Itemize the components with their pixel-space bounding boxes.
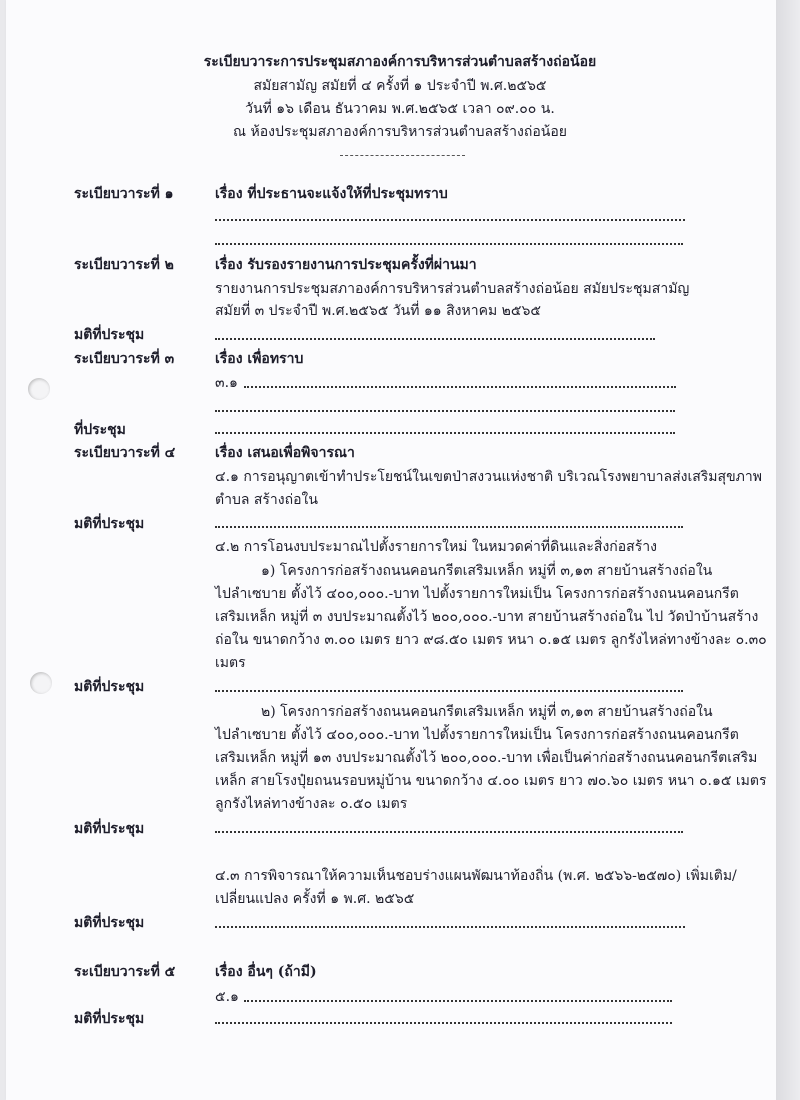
agenda-4-2-heading: ๔.๒ การโอนงบประมาณไปตั้งรายการใหม่ ในหมวดค่าที่ดินและสิ่งก่อสร้าง [215,539,657,555]
project-1-line-1: ๑) โครงการก่อสร้างถนนคอนกรีตเสริมเหล็ก หมู่ที่ ๓,๑๓ สายบ้านสร้างถ่อใน [261,563,713,579]
venue-line: ณ ห้องประชุมสภาองค์การบริหารส่วนตำบลสร้างถ่อน้อย [233,124,567,140]
scanner-background-edge [776,0,800,1100]
session-line: สมัยสามัญ สมัยที่ ๔ ครั้งที่ ๑ ประจำปี พ.ศ.๒๕๖๕ [253,78,547,94]
fill-line [244,1000,672,1002]
agenda-2-detail-line-2: สมัยที่ ๓ ประจำปี พ.ศ.๒๕๖๕ วันที่ ๑๑ สิงหาคม ๒๕๖๕ [215,303,541,319]
fill-line [215,243,683,245]
fill-line [215,1022,672,1024]
agenda-4-1-line-1: ๔.๑ การอนุญาตเข้าทำประโยชน์ในเขตป่าสงวนแห่งชาติ บริเวณโรงพยาบาลส่งเสริมสุขภาพ [215,469,762,485]
fill-line [215,219,685,221]
fill-line [215,526,683,528]
agenda-2-label: ระเบียบวาระที่ ๒ [74,257,174,273]
fill-line [244,386,676,388]
project-2-line-5: ลูกรังไหล่ทางข้างละ ๐.๕๐ เมตร [215,796,408,812]
agenda-4-3-line-2: เปลี่ยนแปลง ครั้งที่ ๑ พ.ศ. ๒๕๖๕ [215,891,415,907]
agenda-3-resolution-label: ที่ประชุม [74,422,126,438]
punch-hole-bottom [30,672,52,694]
agenda-2-detail-line-1: รายงานการประชุมสภาองค์การบริหารส่วนตำบลสร้างถ่อน้อย สมัยประชุมสามัญ [215,281,690,297]
fill-line [215,338,655,340]
agenda-2-resolution-label: มติที่ประชุม [74,327,145,343]
agenda-3-label: ระเบียบวาระที่ ๓ [74,351,175,367]
project-1-line-3: เสริมเหล็ก หมู่ที่ ๓ งบประมาณตั้งไว้ ๒๐๐,๐๐๐.-บาท สายบ้านสร้างถ่อใน ไป วัดป่าบ้านสร้าง [215,609,759,625]
fill-line [215,690,683,692]
agenda-5-title: เรื่อง อื่นๆ (ถ้ามี) [215,964,317,980]
agenda-4-3-resolution-label: มติที่ประชุม [74,915,145,931]
project-2-line-3: เสริมเหล็ก หมู่ที่ ๑๓ งบประมาณตั้งไว้ ๒๐๐,๐๐๐.-บาท เพื่อเป็นค่าก่อสร้างถนนคอนกรีตเสริม [215,750,758,766]
project-1-resolution-label: มติที่ประชุม [74,679,145,695]
agenda-5-label: ระเบียบวาระที่ ๕ [74,964,176,980]
agenda-4-1-resolution-label: มติที่ประชุม [74,516,145,532]
project-1-line-2: ไปลำเซบาย ตั้งไว้ ๔๐๐,๐๐๐.-บาท ไปตั้งรายการใหม่เป็น โครงการก่อสร้างถนนคอนกรีต [215,586,739,602]
agenda-1-title: เรื่อง ที่ประธานจะแจ้งให้ที่ประชุมทราบ [215,186,448,202]
document-title: ระเบียบวาระการประชุมสภาองค์การบริหารส่วนตำบลสร้างถ่อน้อย [203,54,597,70]
fill-line [215,926,685,928]
agenda-5-resolution-label: มติที่ประชุม [74,1011,145,1027]
agenda-3-item-number: ๓.๑ [215,375,238,391]
project-2-resolution-label: มติที่ประชุม [74,821,145,837]
project-1-line-5: เมตร [215,655,246,671]
project-2-line-2: ไปลำเซบาย ตั้งไว้ ๔๐๐,๐๐๐.-บาท ไปตั้งรายการใหม่เป็น โครงการก่อสร้างถนนคอนกรีต [215,727,739,743]
agenda-4-1-line-2: ตำบล สร้างถ่อใน [215,492,318,508]
project-2-line-1: ๒) โครงการก่อสร้างถนนคอนกรีตเสริมเหล็ก หมู่ที่ ๓,๑๓ สายบ้านสร้างถ่อใน [261,704,713,720]
agenda-5-item-number: ๕.๑ [215,989,239,1005]
project-2-line-4: เหล็ก สายโรงปุ๋ยถนนรอบหมู่บ้าน ขนาดกว้าง ๔.๐๐ เมตร ยาว ๗๐.๖๐ เมตร หนา ๐.๑๕ เมตร [215,773,767,789]
agenda-2-title: เรื่อง รับรองรายงานการประชุมครั้งที่ผ่านมา [215,257,477,273]
agenda-4-3-line-1: ๔.๓ การพิจารณาให้ความเห็นชอบร่างแผนพัฒนาท้องถิ่น (พ.ศ. ๒๕๖๖-๒๕๗๐) เพิ่มเติม/ [215,868,737,884]
header-divider [340,155,465,156]
agenda-4-label: ระเบียบวาระที่ ๔ [74,445,176,461]
fill-line [215,432,675,434]
project-1-line-4: ถ่อใน ขนาดกว้าง ๓.๐๐ เมตร ยาว ๙๘.๕๐ เมตร หนา ๐.๑๕ เมตร ลูกรังไหล่ทางข้างละ ๐.๓๐ [215,632,767,648]
fill-line [215,831,683,833]
agenda-3-title: เรื่อง เพื่อทราบ [215,351,304,367]
fill-line [215,410,675,412]
agenda-1-label: ระเบียบวาระที่ ๑ [74,186,174,202]
punch-hole-top [28,378,50,400]
datetime-line: วันที่ ๑๖ เดือน ธันวาคม พ.ศ.๒๕๖๕ เวลา ๐๙.๐๐ น. [245,101,555,117]
agenda-4-title: เรื่อง เสนอเพื่อพิจารณา [215,445,355,461]
